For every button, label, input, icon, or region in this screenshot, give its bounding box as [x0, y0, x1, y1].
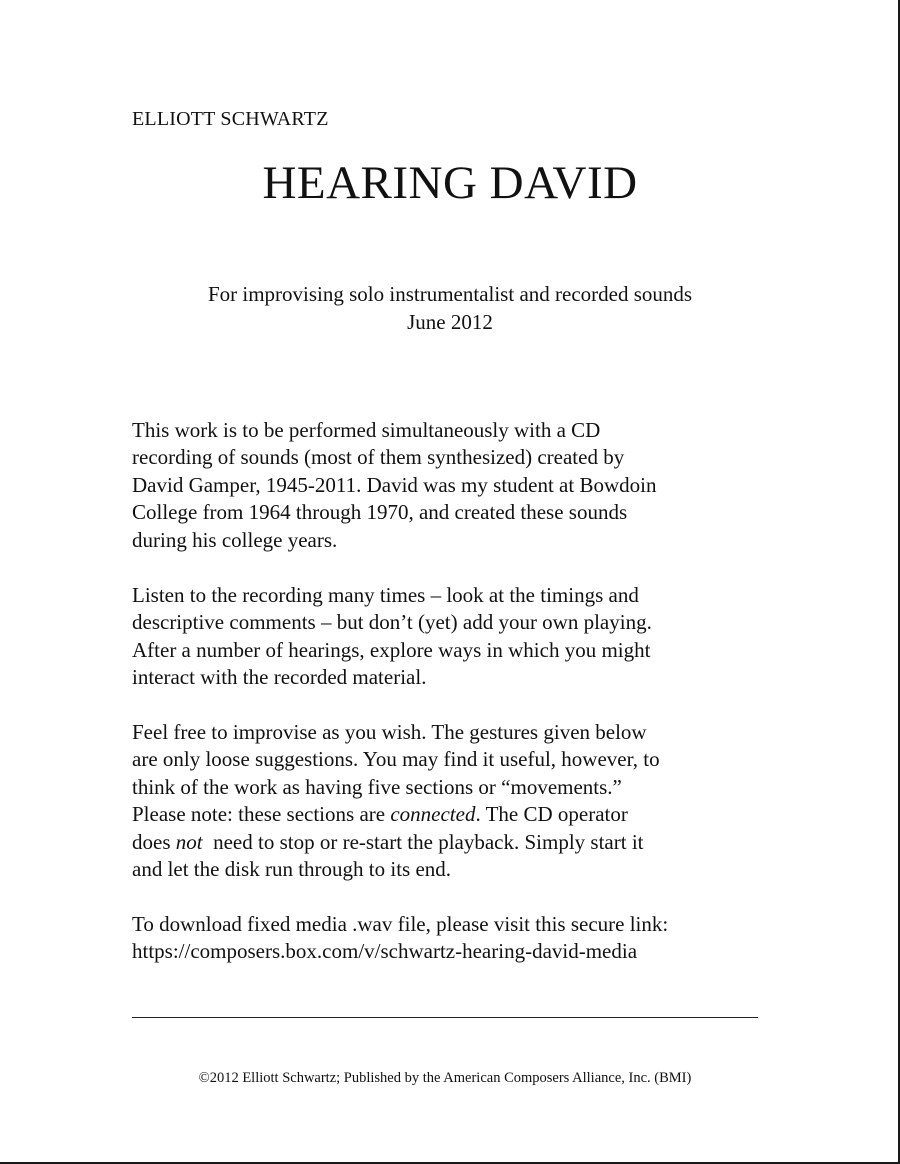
text-line: Listen to the recording many times – look at the timings and: [132, 583, 639, 607]
text-line: To download fixed media .wav file, please visit this secure link:: [132, 912, 669, 936]
text-line: David Gamper, 1945-2011. David was my student at Bowdoin: [132, 472, 657, 497]
copyright-notice: ©2012 Elliott Schwartz; Published by the American Composers Alliance, Inc. (BMI): [198, 1070, 692, 1086]
paragraph-listening: [132, 582, 772, 692]
text-run: . The CD operator: [475, 802, 628, 827]
download-link[interactable]: https://composers.box.com/v/schwartz-hearing-david-media: [132, 939, 638, 964]
text-run: Please note: these sections are: [132, 802, 391, 827]
page-title: HEARING DAVID: [262, 157, 638, 209]
text-line: This work is to be performed simultaneously with a CD: [132, 418, 601, 442]
text-line: After a number of hearings, explore ways in which you might: [132, 637, 651, 662]
text-line: Feel free to improvise as you wish. The gestures given below: [132, 720, 647, 744]
emphasis-not: not: [175, 829, 203, 854]
text-line: think of the work as having five sections or “movements.”: [132, 774, 622, 799]
instrumentation-line: For improvising solo instrumentalist and recorded sounds: [207, 282, 693, 306]
subtitle-block: [0, 280, 900, 336]
date-line: June 2012: [407, 310, 493, 334]
paragraph-intro: [132, 417, 772, 554]
text-line: descriptive comments – but don’t (yet) add your own playing.: [132, 610, 652, 635]
text-line: College from 1964 through 1970, and created these sounds: [132, 500, 628, 525]
text-line: interact with the recorded material.: [132, 665, 427, 690]
emphasis-connected: connected: [390, 802, 476, 827]
text-run: need to stop or re-start the playback. Simply start it: [202, 829, 644, 854]
paragraph-improvise: [132, 719, 772, 883]
text-line: [132, 829, 772, 856]
paragraph-download: [132, 911, 772, 966]
text-line: recording of sounds (most of them synthesized) created by: [132, 445, 625, 470]
divider-rule: [132, 1017, 758, 1018]
text-line: and let the disk run through to its end.: [132, 857, 452, 882]
text-line: during his college years.: [132, 527, 338, 552]
text-line: [132, 801, 772, 828]
text-line: are only loose suggestions. You may find it useful, however, to: [132, 747, 660, 772]
text-run: does: [132, 829, 176, 854]
composer-name: ELLIOTT SCHWARTZ: [132, 108, 329, 130]
